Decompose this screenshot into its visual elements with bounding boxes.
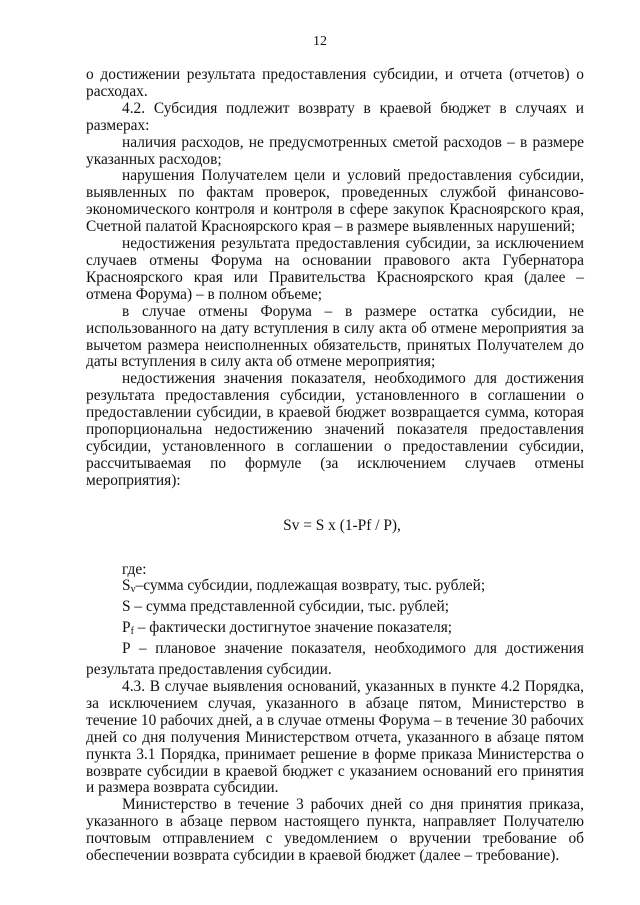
symbol: P [122, 619, 131, 637]
paragraph: Министерство в течение 3 рабочих дней со дня принятия приказа, указанного в абзаце первом настоящего пункта, направляет Получателю почтовым отправлением с уведомлением о вручении требование об обеспечении возврата субсидии в краевой бюджет (далее – требование). [86, 796, 584, 865]
definition-s [86, 599, 584, 620]
subscript: v [130, 584, 136, 596]
definition-text: – фактически достигнутое значение показателя; [133, 619, 453, 637]
formula: Sv = S x (1-Pf / P), [283, 516, 401, 534]
definition-sv [86, 578, 584, 599]
paragraph: о достижении результата предоставления субсидии, и отчета (отчетов) о расходах. [86, 66, 584, 100]
paragraph: 4.3. В случае выявления оснований, указанных в пункте 4.2 Порядка, за исключением случая, указанного в абзаце пятом, Министерство в течение 10 рабочих дней, а в случае отмены Форума – в течение 30 рабочих дней со дня получения Министерством отчета, указанного в абзаце пятом пункта 3.1 Порядка, принимает решение в форме приказа Министерства о возврате субсидии в краевой бюджет с указанием оснований его принятия и размера возврата субсидии. [86, 678, 584, 797]
page-number: 12 [313, 34, 327, 49]
paragraph: нарушения Получателем цели и условий предоставления субсидии, выявленных по фактам проверок, проведенных службой финансово-экономического контроля и контроля в сфере закупок Красноярского края, Счетной палатой Красноярского края – в размере выявленных нарушений; [86, 167, 584, 236]
paragraph: наличия расходов, не предусмотренных сметой расходов – в размере указанных расходов; [86, 133, 584, 168]
definition-text: – плановое значение показателя, необходимого для достижения результата предоставления субсидии. [86, 640, 584, 679]
symbol: S [122, 577, 131, 595]
definition-text: –сумма субсидии, подлежащая возврату, тыс. рублей; [135, 577, 486, 595]
definition-text: – сумма представленной субсидии, тыс. рублей; [130, 598, 449, 616]
paragraph: в случае отмены Форума – в размере остатка субсидии, не использованного на дату вступления в силу акта об отмене мероприятия за вычетом размера неисполненных обязательств, принятых Получателем до даты вступления в силу акта об отмене мероприятия; [86, 302, 584, 371]
paragraph: недостижения результата предоставления субсидии, за исключением случаев отмены Форума на основании правового акта Губернатора Красноярского края или Правительства Красноярского края (далее – отмена Форума) – в полном объеме; [86, 235, 584, 303]
where-label: где: [122, 560, 147, 578]
definition-pf [86, 620, 584, 641]
paragraph: недостижения значения показателя, необходимого для достижения результата предоставления субсидии, установленного в соглашении о предоставлении субсидии, в краевой бюджет возвращается сумма, которая пропорциональна недостижению значений показателя предоставления субсидии, установленного в соглашении о предоставлении субсидии, рассчитываемая по формуле (за исключением случаев отмены мероприятия): [86, 370, 584, 489]
symbol: S [122, 598, 131, 616]
paragraph: 4.2. Субсидия подлежит возврату в краевой бюджет в случаях и размерах: [86, 99, 584, 134]
subscript: f [130, 626, 134, 638]
symbol: P [122, 640, 131, 658]
definition-p [86, 641, 584, 679]
document-body [86, 67, 584, 865]
